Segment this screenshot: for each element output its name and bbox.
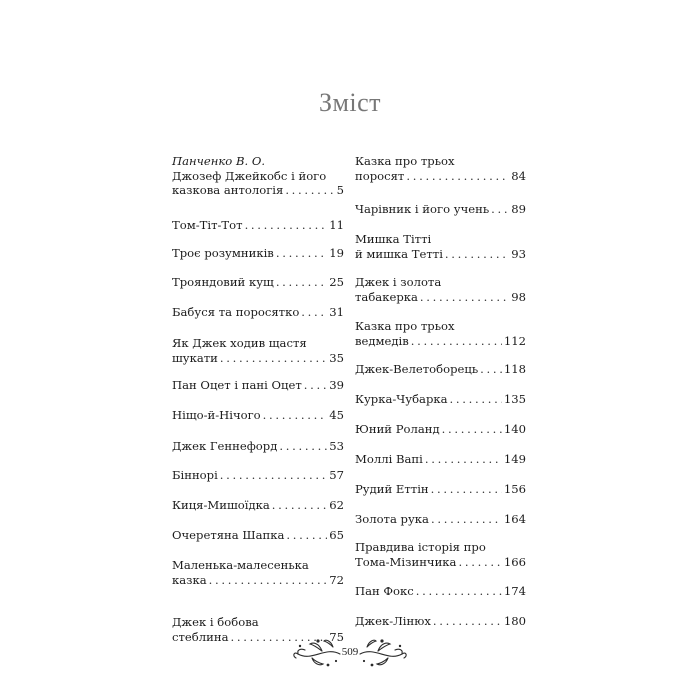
dot-leader (245, 218, 328, 233)
toc-entry-last-line (172, 275, 344, 290)
toc-entry-page-number: 53 (329, 439, 344, 453)
toc-entry-last-line (355, 422, 526, 437)
toc-entry-title: Юний Роланд (355, 422, 440, 436)
toc-entry-title: Пан Фокс (355, 584, 414, 598)
toc-entry-page-number: 112 (503, 333, 526, 348)
toc-entry-last-line (355, 290, 526, 305)
toc-entry (172, 498, 344, 513)
toc-entry-title: казкова антологія (172, 183, 284, 197)
toc-entry-last-line (172, 183, 344, 198)
toc-entry-last-line (172, 498, 344, 513)
toc-entry-title-line: Як Джек ходив щастя (172, 336, 307, 350)
toc-entry-title: Трояндовий кущ (172, 275, 274, 289)
dot-leader (433, 614, 502, 629)
toc-entry-page-number: 5 (336, 183, 344, 197)
toc-entry-title: Том-Тіт-Тот (172, 218, 243, 232)
toc-entry-title-line: Казка про трьох (355, 154, 455, 168)
toc-entry-page-number: 174 (503, 584, 526, 598)
dot-leader (286, 528, 327, 543)
toc-entry-page-number: 166 (503, 554, 526, 569)
toc-entry-title: Джек-Велетоборець (355, 362, 479, 376)
dot-leader (279, 439, 327, 454)
toc-entry-page-number: 156 (503, 482, 526, 496)
toc-entry-last-line (355, 482, 526, 497)
toc-entry (355, 319, 526, 348)
toc-entry-title: Моллі Вапі (355, 452, 423, 466)
toc-entry (172, 305, 344, 320)
toc-entry (355, 154, 526, 183)
toc-entry (355, 202, 526, 217)
toc-entry-page-number: 98 (511, 289, 526, 304)
toc-entry-title: й мишка Тетті (355, 246, 443, 261)
toc-entry-title: Очеретяна Шапка (172, 528, 285, 542)
toc-entry (172, 378, 344, 393)
toc-entry-last-line (355, 169, 526, 184)
toc-entry-page-number: 84 (511, 168, 526, 183)
toc-entry-page-number: 39 (329, 378, 344, 392)
dot-leader (272, 498, 327, 513)
toc-entry-page-number: 31 (329, 305, 344, 319)
toc-entry-page-number: 93 (511, 246, 526, 261)
toc-entry-last-line (172, 351, 344, 366)
toc-entry-author: Панченко В. О. (172, 154, 266, 168)
toc-entry-title: шукати (172, 350, 218, 365)
toc-entry-last-line (355, 584, 526, 599)
toc-entry (355, 512, 526, 527)
dot-leader (431, 512, 502, 527)
page-title: Зміст (318, 88, 382, 117)
toc-entry (172, 528, 344, 543)
toc-entry-title: казка (172, 572, 207, 587)
toc-entry-title: поросят (355, 168, 405, 183)
toc-entry-title-line: Джозеф Джейкобс і його (172, 168, 327, 183)
dot-leader (276, 246, 327, 261)
dot-leader (220, 468, 327, 483)
toc-entry (355, 392, 526, 407)
toc-entry-title: табакерка (355, 289, 418, 304)
toc-entry (172, 154, 344, 198)
toc-entry-page-number: 35 (329, 350, 344, 365)
dot-leader (220, 351, 327, 366)
folio-ornament (0, 629, 700, 676)
dot-leader (209, 573, 328, 588)
toc-entry (355, 422, 526, 437)
toc-entry (172, 336, 344, 365)
toc-entry-page-number: 75 (329, 629, 344, 644)
toc-entry-last-line (355, 362, 526, 377)
toc-entry-title: ведмедів (355, 333, 409, 348)
toc-entry-last-line (355, 452, 526, 467)
toc-entry (172, 439, 344, 454)
toc-entry-title-line: Казка про трьох (355, 319, 455, 333)
toc-entry-page-number: 65 (329, 528, 344, 542)
toc-entry (172, 408, 344, 423)
toc-entry-page-number: 11 (329, 218, 344, 232)
toc-entry-title: Курка-Чубарка (355, 392, 448, 406)
dot-leader (431, 482, 502, 497)
toc-entry-title: Пан Оцет і пані Оцет (172, 378, 302, 392)
dot-leader (425, 452, 502, 467)
toc-entry-title: стеблина (172, 629, 229, 644)
dot-leader (450, 392, 502, 407)
toc-entry-page-number: 45 (329, 408, 344, 422)
toc-entry (355, 275, 526, 304)
toc-entry (355, 614, 526, 629)
toc-entry-page-number: 25 (329, 275, 344, 289)
toc-entry-title-line: Правдива історія про (355, 540, 486, 554)
toc-entry-title-line: Маленька-малесенька (172, 558, 309, 572)
dot-leader (406, 169, 509, 184)
toc-entry-title-line: Джек і бобова (172, 615, 259, 629)
toc-entry-last-line (172, 218, 344, 233)
dot-leader (445, 247, 509, 262)
toc-entry-page-number: 19 (329, 246, 344, 260)
dot-leader (301, 305, 327, 320)
toc-entry-title: Киця-Мишоїдка (172, 498, 270, 512)
toc-entry-title: Джек-Лінюх (355, 614, 431, 628)
toc-entry (172, 468, 344, 483)
toc-entry (355, 232, 526, 261)
toc-entry-title: Рудий Еттін (355, 482, 429, 496)
dot-leader (480, 362, 502, 377)
toc-entry-page-number: 135 (503, 392, 526, 406)
dot-leader (442, 422, 502, 437)
dot-leader (416, 584, 502, 599)
page-number: 509 (341, 646, 359, 658)
dot-leader (263, 408, 328, 423)
dot-leader (420, 290, 509, 305)
dot-leader (491, 202, 509, 217)
dot-leader (411, 334, 502, 349)
toc-entry-last-line (355, 555, 526, 570)
dot-leader (458, 555, 501, 570)
toc-entry-title: Біннорі (172, 468, 218, 482)
toc-entry-title: Бабуся та поросятко (172, 305, 300, 319)
toc-entry (355, 540, 526, 569)
toc-entry-page-number: 72 (329, 572, 344, 587)
toc-entry-last-line (355, 202, 526, 217)
toc-entry-page-number: 140 (503, 422, 526, 436)
toc-entry-last-line (172, 439, 344, 454)
toc-entry-page-number: 164 (503, 512, 526, 526)
toc-entry-last-line (172, 305, 344, 320)
toc-entry (355, 362, 526, 377)
toc-entry-title: Тома-Мізинчика (355, 554, 457, 569)
toc-entry-page-number: 118 (503, 362, 526, 376)
toc-entry-title-line: Мишка Тітті (355, 232, 432, 246)
toc-entry (355, 452, 526, 467)
dot-leader (276, 275, 327, 290)
toc-entry-last-line (172, 468, 344, 483)
toc-entry-page-number: 62 (329, 498, 344, 512)
toc-entry (355, 482, 526, 497)
toc-entry (172, 246, 344, 261)
toc-entry (355, 584, 526, 599)
toc-entry-page-number: 180 (503, 614, 526, 628)
toc-entry-page-number: 57 (329, 468, 344, 482)
toc-entry-title: Троє розумників (172, 246, 274, 260)
toc-entry-last-line (172, 246, 344, 261)
toc-entry-title: Чарівник і його учень (355, 202, 490, 216)
toc-entry-last-line (172, 573, 344, 588)
toc-entry (172, 218, 344, 233)
toc-entry-title: Ніщо-й-Нічого (172, 408, 261, 422)
toc-entry-last-line (355, 392, 526, 407)
toc-entry-page-number: 149 (503, 452, 526, 466)
toc-entry-title: Золота рука (355, 512, 429, 526)
dot-leader (285, 183, 334, 198)
toc-entry-last-line (172, 378, 344, 393)
toc-entry-last-line (355, 334, 526, 349)
toc-entry-title: Джек Геннефорд (172, 439, 278, 453)
dot-leader (304, 378, 327, 393)
toc-entry-page-number: 89 (511, 202, 526, 216)
toc-entry-last-line (172, 528, 344, 543)
toc-entry-last-line (355, 614, 526, 629)
toc-entry-last-line (172, 408, 344, 423)
toc-entry (172, 558, 344, 587)
toc-entry-title-line: Джек і золота (355, 275, 442, 289)
toc-entry (172, 275, 344, 290)
toc-entry-last-line (355, 512, 526, 527)
toc-entry-last-line (355, 247, 526, 262)
